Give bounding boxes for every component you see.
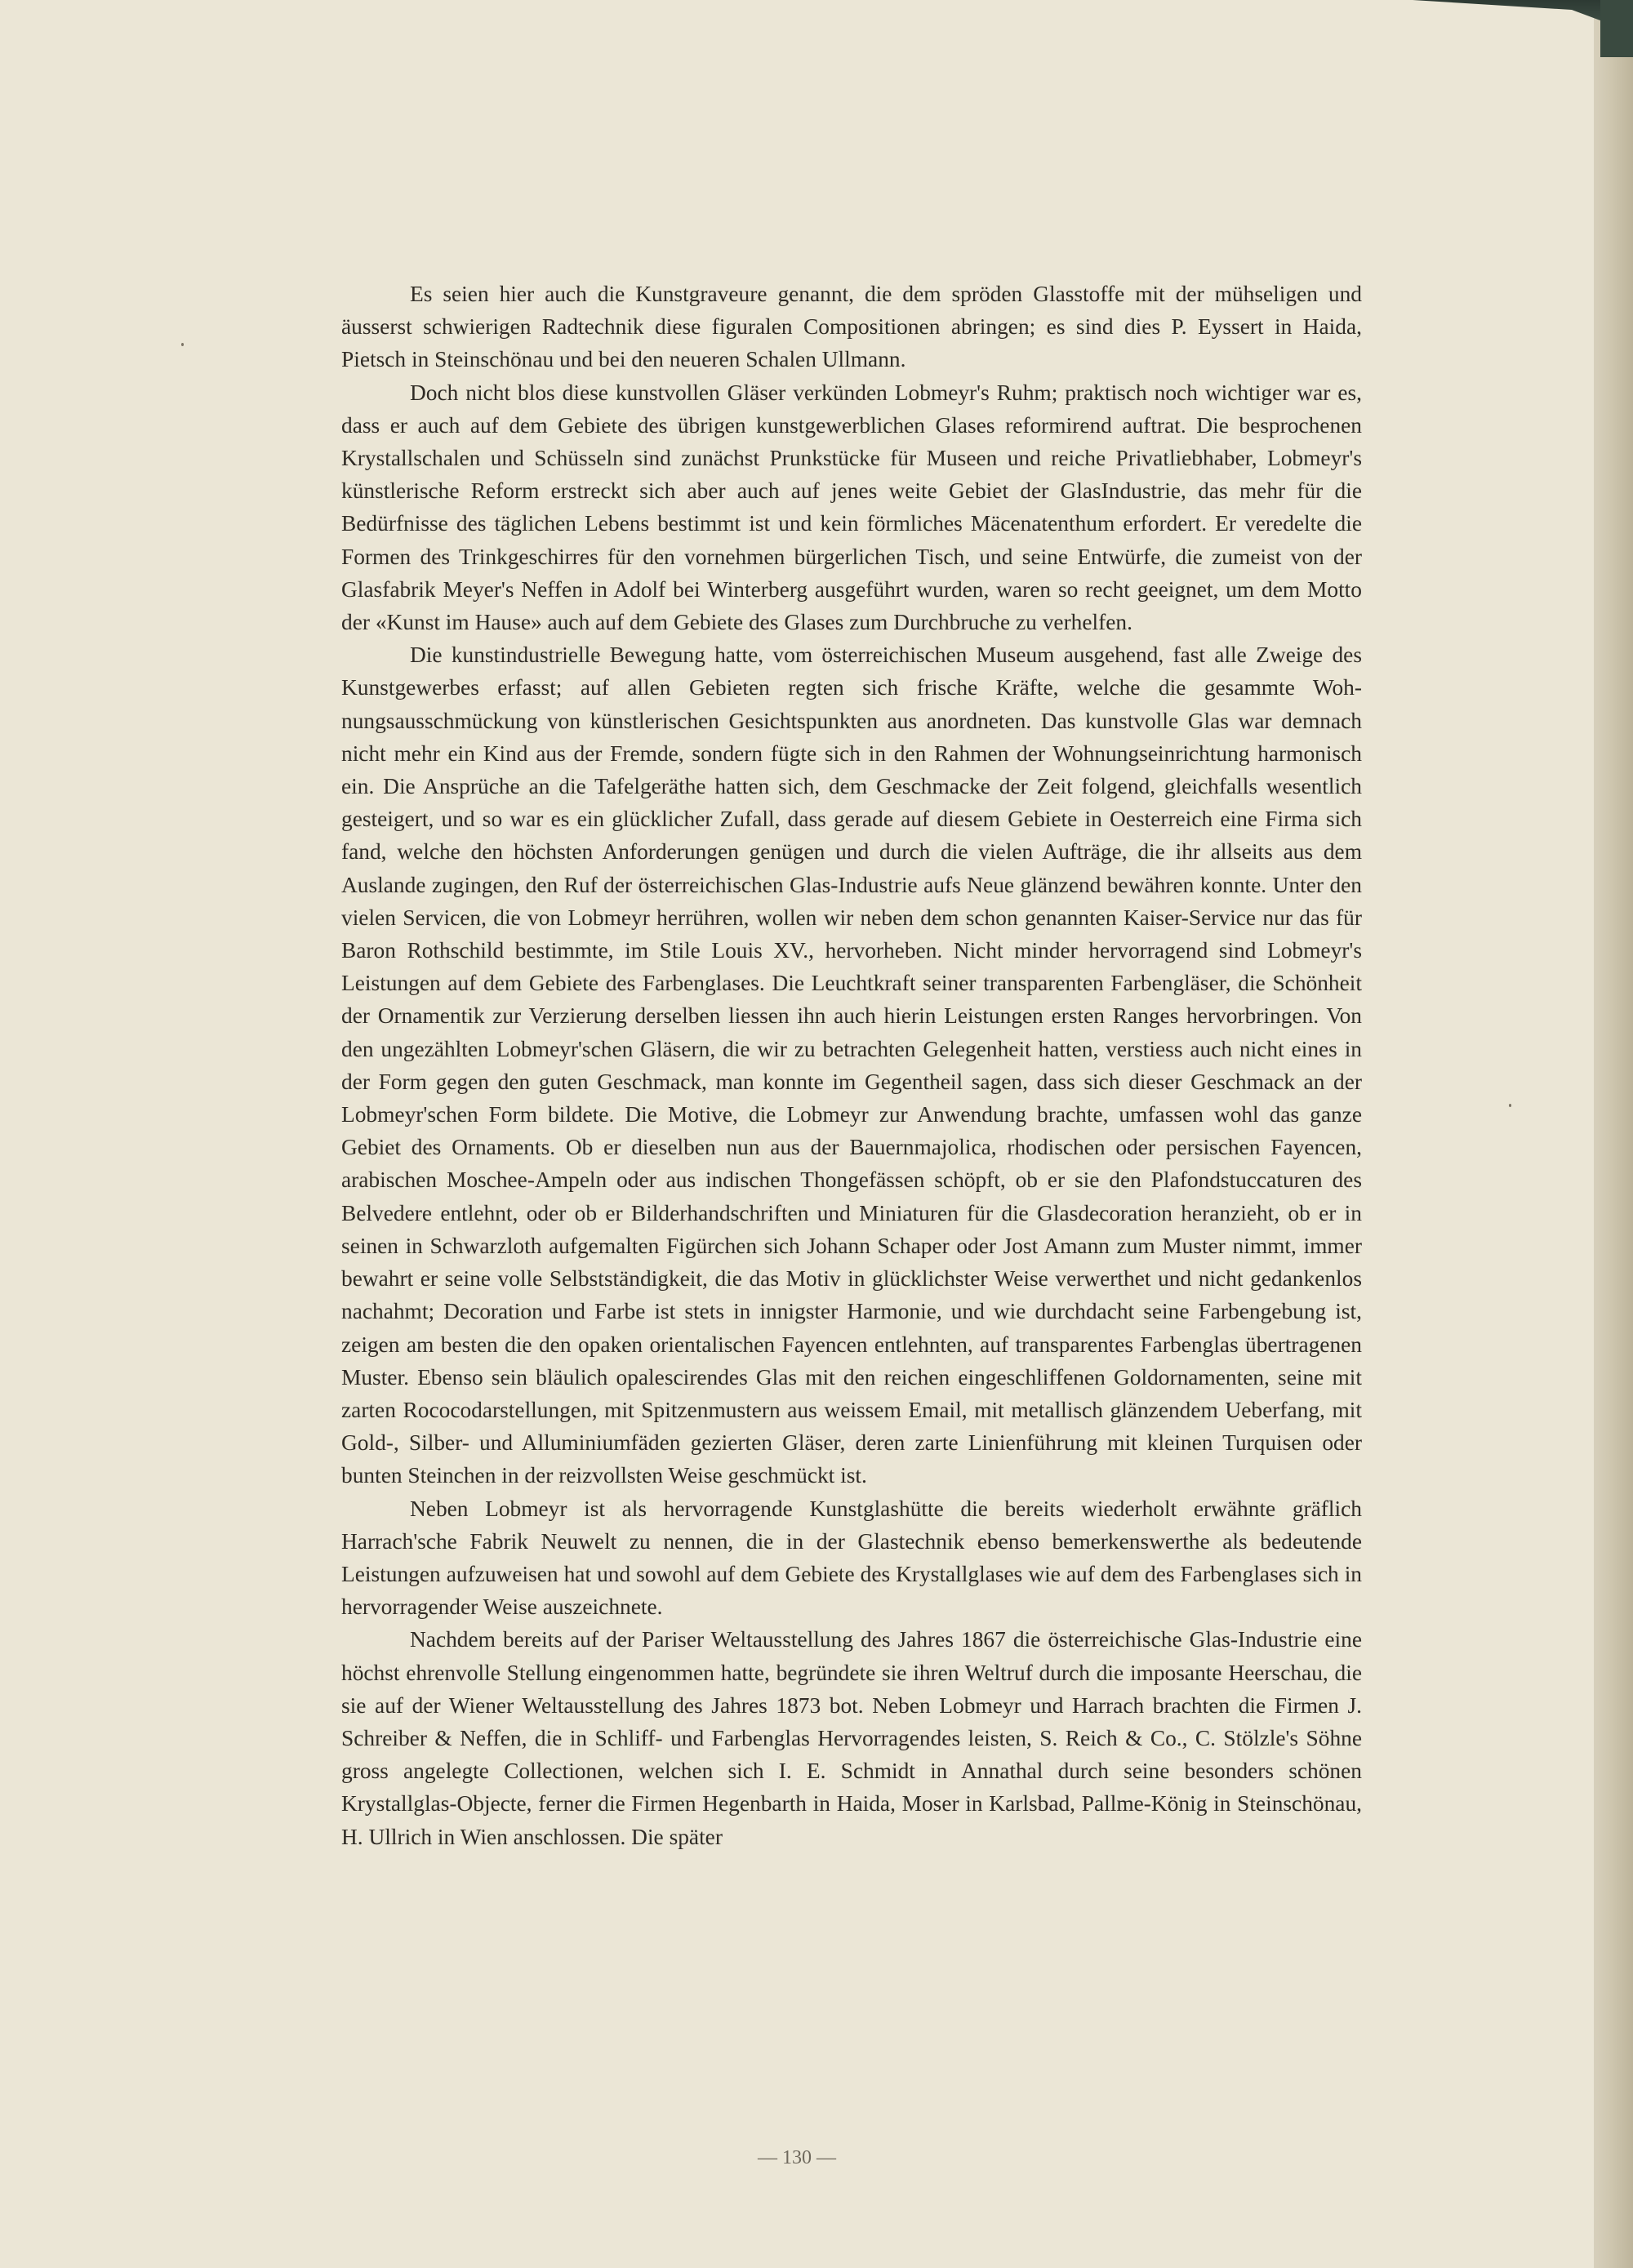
- paper-speck: [1509, 1104, 1511, 1107]
- paragraph-3: Die kunstindustrielle Bewegung hatte, vom österreichischen Museum ausgehend, fast alle Zweige des Kunstgewerbes erfasst; auf allen Gebieten regten sich frische Kräfte, welche die gesammte Wohnungsausschmückung von künstlerischen Gesichtspunkten aus anordneten. Das kunstvolle Glas war demnach nicht mehr ein Kind aus der Fremde, sondern fügte sich in den Rahmen der Wohnungseinrichtung harmonisch ein. Die Ansprüche an die Tafelgeräthe hatten sich, dem Geschmacke der Zeit folgend, gleichfalls wesentlich gesteigert, und so war es ein glücklicher Zufall, dass gerade auf diesem Gebiete in Oesterreich eine Firma sich fand, welche den höchsten Anforderungen genügen und durch die vielen Aufträge, die ihr allseits aus dem Auslande zugingen, den Ruf der österreichischen Glas-Industrie aufs Neue glänzend bewähren konnte. Unter den vielen Servicen, die von Lobmeyr herrühren, wollen wir neben dem schon genannten Kaiser-Service nur das für Baron Rothschild bestimmte, im Stile Louis XV., hervorheben. Nicht minder hervorragend sind Lobmeyr's Leistungen auf dem Gebiete des Farbenglases. Die Leuchtkraft seiner transparenten Farbengläser, die Schönheit der Ornamentik zur Verzierung derselben liessen ihn auch hierin Leistungen ersten Ranges hervorbringen. Von den ungezählten Lobmeyr'schen Gläsern, die wir zu betrachten Gelegenheit hatten, verstiess auch nicht eines in der Form gegen den guten Geschmack, man konnte im Gegentheil sagen, dass sich dieser Geschmack an der Lobmeyr'schen Form bildete. Die Motive, die Lobmeyr zur Anwendung brachte, umfassen wohl das ganze Gebiet des Ornaments. Ob er dieselben nun aus der Bauernmajolica, rhodischen oder persischen Fayencen, arabischen Moschee-Ampeln oder aus indischen Thongefässen schöpft, ob er sie den Plafondstuccaturen des Belvedere entlehnt, oder ob er Bilderhandschriften und Miniaturen für die Glasdecoration heranzieht, ob er in seinen in Schwarzloth aufgemalten Figürchen sich Johann Schaper oder Jost Amann zum Muster nimmt, immer bewahrt er seine volle Selbstständigkeit, die das Motiv in glücklichster Weise verwerthet und nicht gedankenlos nachahmt; Decoration und Farbe ist stets in innigster Harmonie, und wie durchdacht seine Farbengebung ist, zeigen am besten die den opaken orientalischen Fayencen entlehnten, auf transparentes Farbenglas übertragenen Muster. Ebenso sein bläulich opalescirendes Glas mit den reichen eingeschliffenen Goldornamenten, seine mit zarten Rococodarstellungen, mit Spitzenmustern aus weissem Email, mit metallisch glänzendem Ueberfang, mit Gold-, Silber- und Alluminiumfäden gezierten Gläser, deren zarte Linienführung mit kleinen Turquisen oder bunten Steinchen in der reizvollsten Weise geschmückt ist.: [341, 643, 1362, 1488]
- paragraph-2: Doch nicht blos diese kunstvollen Gläser verkünden Lobmeyr's Ruhm; praktisch noch wichtiger war es, dass er auch auf dem Gebiete des übrigen kunstgewerblichen Glases reformirend auftrat. Die besprochenen Krystallschalen und Schüsseln sind zunächst Prunkstücke für Museen und reiche Privatliebhaber, Lobmeyr's künstlerische Reform erstreckt sich aber auch auf jenes weite Gebiet der GlasIndustrie, das mehr für die Bedürfnisse des täglichen Lebens bestimmt ist und kein förmliches Mäcenatenthum erfordert. Er veredelte die Formen des Trinkgeschirres für den vornehmen bürgerlichen Tisch, und seine Entwürfe, die zumeist von der Glasfabrik Meyer's Neffen in Adolf bei Winterberg ausgeführt wurden, waren so recht geeignet, um dem Motto der «Kunst im Hause» auch auf dem Gebiete des Glases zum Durchbruche zu verhelfen.: [341, 380, 1362, 635]
- paper-speck: [181, 343, 184, 346]
- paragraph-4: Neben Lobmeyr ist als hervorragende Kunstglashütte die bereits wiederholt erwähnte gräflich Harrach'sche Fabrik Neuwelt zu nennen, die in der Glastechnik ebenso bemerkenswerthe als bedeutende Leistungen aufzuweisen hat und sowohl auf dem Gebiete des Krystallglases wie auf dem des Farbenglases sich in hervorragender Weise auszeichnete.: [341, 1496, 1362, 1620]
- paragraph-5: Nachdem bereits auf der Pariser Weltausstellung des Jahres 1867 die österreichische Glas-Industrie eine höchst ehrenvolle Stellung eingenommen hatte, begründete sie ihren Weltruf durch die imposante Heerschau, die sie auf der Wiener Weltausstellung des Jahres 1873 bot. Neben Lobmeyr und Harrach brachten die Firmen J. Schreiber & Neffen, die in Schliff- und Farbenglas Hervorragendes leisten, S. Reich & Co., C. Stölzle's Söhne gross angelegte Collectionen, welchen sich I. E. Schmidt in Annathal durch seine besonders schönen Krystallglas-Objecte, ferner die Firmen Hegenbarth in Haida, Moser in Karlsbad, Pallme-König in Steinschönau, H. Ullrich in Wien anschlossen. Die später: [341, 1627, 1362, 1849]
- page-number: — 130 —: [758, 2147, 836, 2168]
- page-edge: [1594, 0, 1633, 2268]
- body-text: [341, 278, 1362, 1853]
- book-cover-spine: [1600, 0, 1633, 57]
- paragraph-1: Es seien hier auch die Kunstgraveure genannt, die dem spröden Glasstoffe mit der mühseligen und äusserst schwierigen Radtechnik diese figuralen Compositionen abringen; es sind dies P. Eyssert in Haida, Pietsch in Steinschönau und bei den neueren Schalen Ullmann.: [341, 282, 1362, 372]
